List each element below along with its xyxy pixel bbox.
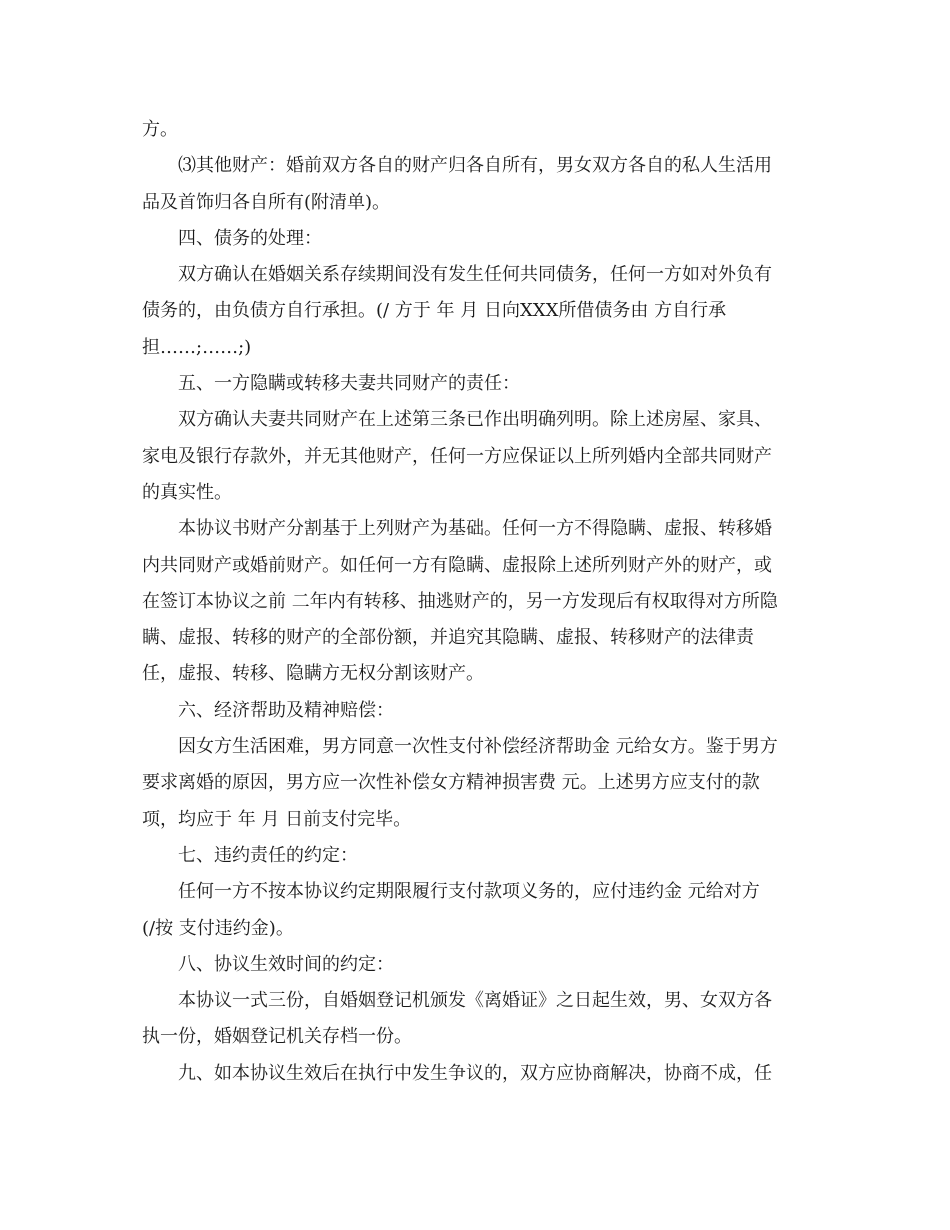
text-line: 担……;……;)	[142, 336, 252, 358]
text-line: 品及首饰归各自所有(附清单)。	[142, 191, 391, 213]
section-heading: 四、债务的处理：	[178, 227, 322, 249]
text-line: ⑶其他财产：婚前双方各自的财产归各自所有，男女双方各自的私人生活用	[178, 155, 772, 177]
text-line: 本协议书财产分割基于上列财产为基础。任何一方不得隐瞒、虚报、转移婚	[178, 518, 772, 540]
text-line: 的真实性。	[142, 481, 232, 503]
text-line: 项，均应于 年 月 日前支付完毕。	[142, 808, 412, 830]
text-line: 执一份，婚姻登记机关存档一份。	[142, 1026, 412, 1048]
section-heading: 七、违约责任的约定：	[178, 844, 358, 866]
text-line: 双方确认在婚姻关系存续期间没有发生任何共同债务，任何一方如对外负有	[178, 264, 772, 286]
section-heading: 六、经济帮助及精神赔偿：	[178, 699, 394, 721]
text-line: 要求离婚的原因，男方应一次性补偿女方精神损害费 元。上述男方应支付的款	[142, 772, 760, 794]
text-line: 双方确认夫妻共同财产在上述第三条已作出明确列明。除上述房屋、家具、	[178, 409, 772, 431]
text-line: 家电及银行存款外，并无其他财产，任何一方应保证以上所列婚内全部共同财产	[142, 445, 772, 467]
text-line: 债务的，由负债方自行承担。(/ 方于 年 月 日向XXX所借债务由 方自行承	[142, 300, 727, 322]
text-line: (/按 支付违约金)。	[142, 917, 294, 939]
text-line: 在签订本协议之前 二年内有转移、抽逃财产的，另一方发现后有权取得对方所隐	[142, 590, 778, 612]
section-heading: 八、协议生效时间的约定：	[178, 953, 394, 975]
document-body	[142, 112, 806, 1092]
text-line: 任，虚报、转移、隐瞒方无权分割该财产。	[142, 663, 484, 685]
text-line: 任何一方不按本协议约定期限履行支付款项义务的，应付违约金 元给对方	[178, 881, 760, 903]
section-heading: 五、一方隐瞒或转移夫妻共同财产的责任：	[178, 373, 520, 395]
text-line: 方。	[142, 119, 178, 140]
text-line: 本协议一式三份，自婚姻登记机颁发《离婚证》之日起生效，男、女双方各	[178, 990, 772, 1012]
text-line: 内共同财产或婚前财产。如任何一方有隐瞒、虚报除上述所列财产外的财产，或	[142, 554, 772, 576]
text-line: 因女方生活困难，男方同意一次性支付补偿经济帮助金 元给女方。鉴于男方	[178, 736, 778, 758]
text-line: 瞒、虚报、转移的财产的全部份额，并追究其隐瞒、虚报、转移财产的法律责	[142, 627, 754, 649]
section-heading: 九、如本协议生效后在执行中发生争议的，双方应协商解决，协商不成，任	[178, 1062, 772, 1084]
